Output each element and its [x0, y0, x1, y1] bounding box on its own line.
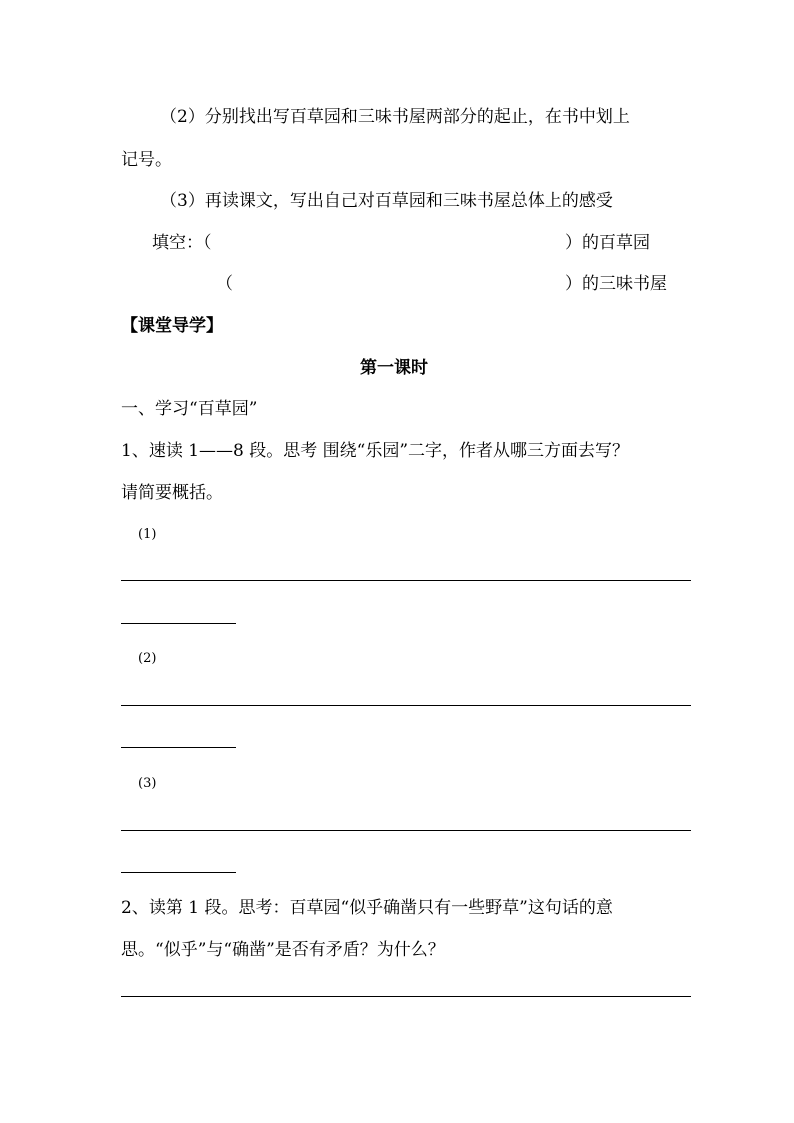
- fill-label: 填空：（: [152, 233, 212, 253]
- answer-line-2[interactable]: [121, 705, 691, 706]
- question1-line1: 1、速读 1——8 段。思考 围绕“乐园”二字，作者从哪三方面去写？: [121, 441, 630, 461]
- task3-text: （3）再读课文，写出自己对百草园和三味书屋总体上的感受: [160, 191, 613, 211]
- answer-label-1: (1): [138, 527, 157, 542]
- fill-close-2: ）的三味书屋: [565, 274, 667, 294]
- fill-open-2: （: [216, 274, 233, 294]
- answer-label-3: (3): [138, 776, 157, 791]
- answer-line-3[interactable]: [121, 830, 691, 831]
- answer-label-2: (2): [138, 651, 157, 666]
- task2-line1: （2）分别找出写百草园和三味书屋两部分的起止，在书中划上: [160, 107, 630, 127]
- fill-close-1: ）的百草园: [565, 233, 650, 253]
- question2-line1: 2、读第 1 段。思考：百草园“似乎确凿只有一些野草”这句话的意: [121, 898, 613, 918]
- question2-line2: 思。“似乎”与“确凿”是否有矛盾？为什么？: [121, 940, 445, 960]
- lesson-title: 第一课时: [360, 358, 428, 378]
- task2-line2: 记号。: [121, 150, 172, 170]
- answer-line-1-short[interactable]: [121, 623, 236, 624]
- part-one-heading: 一、学习“百草园”: [121, 399, 258, 419]
- answer-line-3-short[interactable]: [121, 872, 236, 873]
- section-heading: 【课堂导学】: [121, 316, 223, 336]
- answer-line-2-short[interactable]: [121, 747, 236, 748]
- question1-line2: 请简要概括。: [121, 483, 223, 503]
- answer-line-q2[interactable]: [121, 996, 691, 997]
- answer-line-1[interactable]: [121, 580, 691, 581]
